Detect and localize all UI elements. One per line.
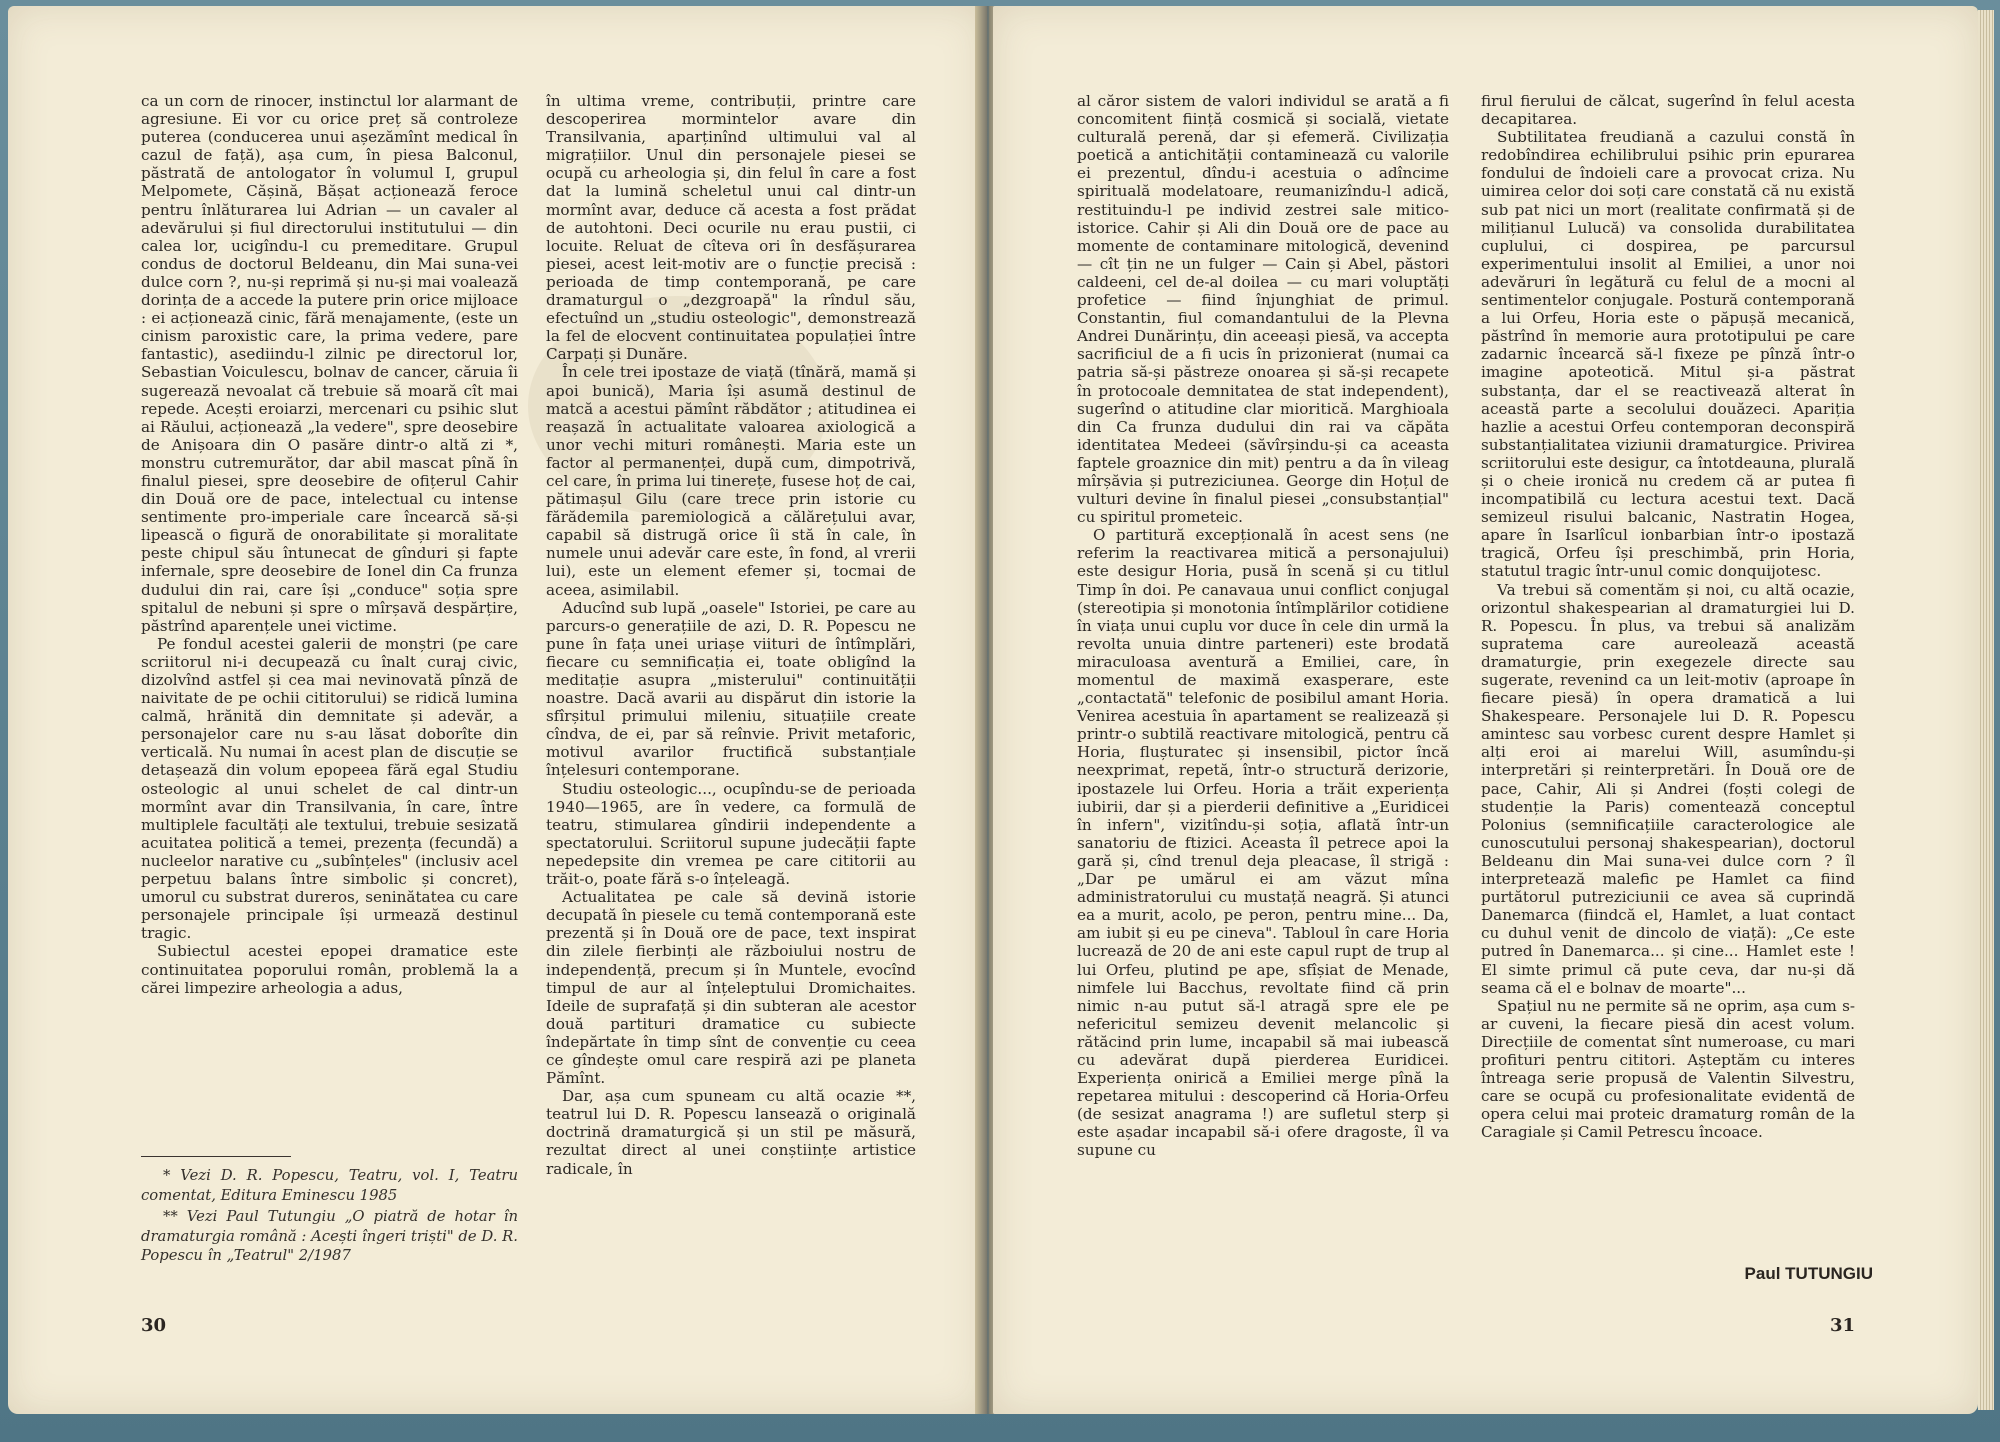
paragraph: Studiu osteologic..., ocupîndu-se de perioada 1940—1965, are în vedere, ca formulă de teatru, stimularea gîndirii independente a spectatorului. Scriitorul supune judecății fapte nepedepsite din vremea pe care cititorii au trăit-o, poate fără s-o înțeleagă. — [546, 779, 916, 889]
paragraph: ca un corn de rinocer, instinctul lor alarmant de agresiune. Ei vor cu orice preț să controleze puterea (conducerea unui așezămînt medical în cazul de față), așa cum, în piesa Balconul, păstrată de antologator în volumul I, grupul Melpomete, Cășină, Bășat acționează feroce pentru înlăturarea lui Adrian — un cavaler al adevărului și fiul directorului institutului — din calea lor, ucigîndu-l cu premeditare. Grupul condus de doctorul Beldeanu, din Mai suna-vei dulce corn ?, nu-și reprimă și nu-și mai voalează dorința de a accede la putere prin orice mijloace : ei acționează cinic, fără menajamente, (este un cinism paroxistic care, la prima vedere, pare fantastic), asediindu-l zilnic pe directorul lor, Sebastian Voiculescu, bolnav de cancer, căruia îi sugerează nevoalat că trebuie să moară cît mai repede. Acești eroiarzi, mercenari cu psihic slut ai Răului, acționează „la vedere", spre deosebire de Anișoara din O pasăre dintr-o altă zi *, monstru cutremurător, dar abil mascat pînă în finalul piesei, spre deosebire de ofițerul Cahir din Două ore de pace, intelectual cu intense sentimente pro-imperiale care încearcă să-și lipească o figură de onorabilitate și moralitate peste chipul său întunecat de gînduri și fapte infernale, spre deosebire de Ionel din Ca frunza dudului din rai, care își „conduce" soția spre spitalul de nebuni și spre o mîrșavă despărțire, păstrînd aparențele unei victime. — [141, 92, 518, 635]
paragraph: O partitură excepțională în acest sens (ne referim la reactivarea mitică a personajului) este desigur Horia, pusă în scenă și cu titlul Timp în doi. Pe canavaua unui conflict conjugal (stereotipia și monotonia întîmplărilor cotidiene în viața unui cuplu vor duce în cele din urmă la revolta unuia dintre parteneri) este brodată miraculoasa aventură a Emiliei, care, în momentul de maximă exasperare, este „contactată" telefonic de posibilul amant Horia. Venirea acestuia în apartament se realizează și printr-o subtilă reactivare mitologică, pentru că Horia, flușturatec și insensibil, pictor încă neexprimat, repetă, într-o structură derizorie, ipostazele lui Orfeu. Horia a trăit experiența iubirii, dar și a pierderii definitive a „Euridicei în infern", vizitîndu-și soția, aflată într-un sanatoriu de ftizici. Aceasta îl petrece apoi la gară și, cînd trenul deja pleacase, îl strigă : „Dar pe umărul ei am văzut mîna administratorului cu mustață neagră. Și atunci ea a murit, acolo, pe peron, pentru mine... Da, am iubit și eu pe cineva". Tabloul în care Horia lucrează de 20 de ani este capul rupt de trup al lui Orfeu, plutind pe ape, sfîșiat de Menade, nimfele lui Bacchus, revoltate fiind că prin nimic n-au putut să-l atragă spre ele pe nefericitul semizeu devenit melancolic și rătăcind prin lume, incapabil să mai iubească cu adevărat după pierderea Euridicei. Experiența onirică a Emiliei merge pînă la repetarea mitului : descoperind că Horia-Orfeu (de sesizat anagrama !) are sufletul sterp și este așadar incapabil să-i ofere dragoste, îl va supune cu — [1077, 526, 1449, 1160]
paragraph: Subtilitatea freudiană a cazului constă în redobîndirea echilibrului psihic prin epurarea fondului de îndoieli care a provocat criza. Nu uimirea celor doi soți care constată că nu există sub pat nici un mort (realitate confirmată și de milițianul Lulucă) va consolida durabilitatea cuplului, ci dospirea, pe parcursul experimentului insolit al Emiliei, a unor noi adevăruri în legătură cu felul de a mocni al sentimentelor conjugale. Postură contemporană a lui Orfeu, Horia este o păpușă mecanică, păstrînd în memorie aura prototipului pe care zadarnic încearcă să-l fixeze pe pînză într-o imagine apoteotică. Mitul și-a păstrat substanța, dar el se reactivează alterat în această parte a secolului douăzeci. Apariția hazlie a acestui Orfeu contemporan deconspiră substanțialitatea viziunii dramaturgice. Privirea scriitorului este desigur, ca întotdeauna, plurală și o cheie ironică nu credem că ar putea fi incompatibilă cu lectura acestui text. Dacă semizeul risului balcanic, Nastratin Hogea, apare în Isarlîcul ionbarbian într-o ipostază tragică, Orfeu își preschimbă, prin Horia, statutul tragic într-unul comic donquijotesc. — [1481, 128, 1855, 581]
paragraph: Aducînd sub lupă „oasele" Istoriei, pe care au parcurs-o generațiile de azi, D. R. Popescu ne pune în fața unei uriașe viituri de întîmplări, fiecare cu semnificația ei, toate obligînd la meditație asupra „misterului" continuității noastre. Dacă avarii au dispărut din istorie la sfîrșitul primului mileniu, situațiile create cîndva, de ei, par să reînvie. Privit metaforic, motivul avarilor fructifică substanțiale înțelesuri contemporane. — [546, 598, 916, 780]
paragraph: În cele trei ipostaze de viață (tînără, mamă și apoi bunică), Maria își asumă destinul de matcă a acestui pămînt răbdător ; atitudinea ei reașază în actualitate valoarea axiologică a unor vechi mituri românești. Maria este un factor al permanenței, după cum, dimpotrivă, cel care, în prima lui tinerețe, fusese hoț de cai, pătimașul Gilu (care trece prin istorie cu fărădemila paremiologică a călărețului avar, capabil să distrugă orice îi stă în cale, în numele unui adevăr care este, în fond, al vrerii lui), este un element efemer și, tocmai de aceea, asimilabil. — [546, 363, 916, 599]
paragraph: Spațiul nu ne permite să ne oprim, așa cum s-ar cuveni, la fiecare piesă din acest volum. Direcțiile de comentat sînt numeroase, cu mari profituri pentru cititori. Așteptăm cu interes întreaga serie propusă de Valentin Silvestru, care se ocupă cu profesionalitate evidentă de opera celui mai proteic dramaturg român de la Caragiale și Camil Petrescu încoace. — [1481, 996, 1855, 1142]
page-number: 30 — [141, 1315, 167, 1336]
paragraph: Subiectul acestei epopei dramatice este continuitatea poporului român, problemă la a cărei limpezire arheologia a adus, — [141, 942, 518, 997]
paragraph: Va trebui să comentăm și noi, cu altă ocazie, orizontul shakespearian al dramaturgiei lui D. R. Popescu. În plus, va trebui să analizăm supratema care aureolează această dramaturgie, prin exegezele directe sau sugerate, revenind ca un leit-motiv (aproape în fiecare piesă) în opera dramatică a lui Shakespeare. Personajele lui D. R. Popescu amintesc sau vorbesc curent despre Hamlet și alți eroi ai marelui Will, asumîndu-și interpretări și reinterpretări. În Două ore de pace, Cahir, Ali și Andrei (foști colegi de studenție la Paris) comentează conceptul Polonius (semnificațiile caracterologice ale cunoscutului personaj shakespearian), doctorul Beldeanu din Mai suna-vei dulce corn ? îl interpretează malefic pe Hamlet ca fiind purtătorul putreziciunii ce avea să cuprindă Danemarca (fiindcă el, Hamlet, a luat contact cu duhul venit de dincolo de viață): „Ce este putred în Danemarca... și cine... Hamlet este ! El simte primul că pute ceva, dar nu-și dă seama că el e bolnav de moarte"... — [1481, 580, 1855, 997]
book-fore-edge — [1978, 10, 1994, 1410]
right-column-1 — [1077, 92, 1449, 1160]
paragraph: în ultima vreme, contribuții, printre care descoperirea mormintelor avare din Transilvania, aparținînd ultimului val al migrațiilor. Unul din personajele piesei se ocupă cu arheologia și, din felul în care a fost dat la lumină scheletul unui cal dintr-un mormînt avar, deduce că acesta a fost prădat de autohtoni. Deci ocurile nu erau pustii, ci locuite. Reluat de cîteva ori în desfășurarea piesei, acest leit-motiv are o funcție precisă : perioada de timp contemporană, pe care dramaturgul o „dezgroapă" la rîndul său, efectuînd un „studiu osteologic", demonstrează la fel de elocvent continuitatea populației între Carpați și Dunăre. — [546, 92, 916, 364]
right-column-2 — [1481, 92, 1855, 1141]
left-column-1 — [141, 92, 518, 997]
paragraph: Dar, așa cum spuneam cu altă ocazie **, teatrul lui D. R. Popescu lansează o originală doctrină dramaturgică și un stil pe măsură, rezultat direct al unei conștiințe artistice radicale, în — [546, 1087, 916, 1178]
left-column-2 — [546, 92, 916, 1178]
right-page — [993, 6, 1978, 1414]
paragraph: firul fierului de călcat, sugerînd în felul acesta decapitarea. — [1481, 92, 1855, 129]
page-number: 31 — [1829, 1315, 1855, 1336]
paragraph: al căror sistem de valori individul se arată a fi concomitent ființă cosmică și socială, vietate culturală perenă, dar și efemeră. Civilizația poetică a antichității contaminează cu valorile ei prezentul, dîndu-i acestuia o adîncime spirituală modelatoare, reumanizîndu-l adică, restituindu-l pe individ zestrei sale mitico-istorice. Cahir și Ali din Două ore de pace au momente de contaminare mitologică, devenind — cît țin ne un fulger — Cain și Abel, păstori caldeeni, cel de-al doilea — cu mari voluptăți profetice — fiind înjunghiat de primul. Constantin, fiul comandantului de la Plevna Andrei Dunărințu, din aceeași piesă, va accepta sacrificiul de a fi ucis în prizonierat (numai ca patria să-și păstreze onoarea și să-și recapete în protocoale demnitatea de stat independent), sugerînd o atitudine clar mioritică. Marghioala din Ca frunza dudului din rai va căpăta identitatea Medeei (săvîrșindu-și ca aceasta faptele groaznice din mit) pentru a da în vileag mîrșăvia și putreziciunea. George din Hoțul de vulturi devine în finalul piesei „consubstanțial" cu spiritul prometeic. — [1077, 92, 1449, 527]
footnote: ** Vezi Paul Tutungiu „O piatră de hotar în dramaturgia română : Acești îngeri triști" de D. R. Popescu în „Teatrul" 2/1987 — [141, 1208, 518, 1264]
paragraph: Pe fondul acestei galerii de monștri (pe care scriitorul ni-i decupează cu înalt curaj civic, dizolvînd astfel și cea mai nevinovată pînză de naivitate de pe ochii cititorului) se ridică lumina calmă, hrănită din demnitate și adevăr, a personajelor care nu s-au lăsat doborîte din verticală. Nu numai în acest plan de discuție se detașează din volum epopeea fără egal Studiu osteologic al unui schelet de cal dintr-un mormînt avar din Transilvania, în care, între multiplele facultăți ale textului, trebuie sesizată acuitatea politică a temei, prezența (fecundă) a nucleelor narative cu „subînțeles" (inclusiv acel perpetuu balans între simbolic și concret), umorul cu substrat dureros, seninătatea cu care personajele principale își urmează destinul tragic. — [141, 634, 518, 943]
author-signature: Paul TUTUNGIU — [1744, 1264, 1873, 1283]
paragraph: Actualitatea pe cale să devină istorie decupată în piesele cu temă contemporană este prezentă și în Două ore de pace, text inspirat din zilele fierbinți ale războiului nostru de independență, precum și în Muntele, evocînd timpul de aur al înțeleptului Dromichaites. Ideile de suprafață și din subteran ale acestor două partituri dramatice cu subiecte îndepărtate în timp sînt de convenție cu ceea ce gîndește omul care respiră azi pe planeta Pămînt. — [546, 888, 916, 1088]
footnote-rule — [141, 1156, 291, 1157]
footnote: * Vezi D. R. Popescu, Teatru, vol. I, Teatru comentat, Editura Eminescu 1985 — [141, 1167, 518, 1204]
left-page — [8, 6, 983, 1414]
footnotes — [141, 1166, 518, 1268]
